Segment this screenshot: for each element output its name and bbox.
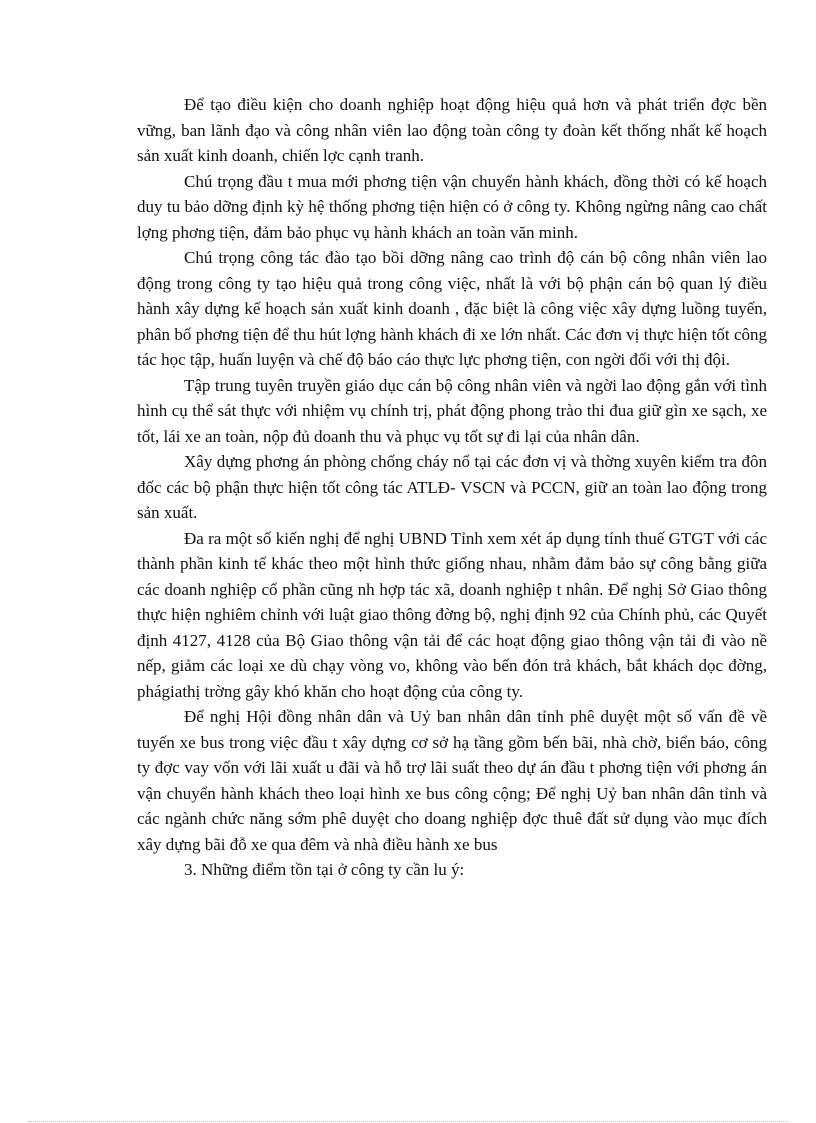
paragraph-bus-route-proposal: Để nghị Hội đồng nhân dân và Uỷ ban nhân dân tỉnh phê duyệt một số vấn đề về tuyến xe bus trong việc đầu t xây dựng cơ sở hạ tầng gồm bến bãi, nhà chờ, biển báo, công ty đợc vay vốn với lãi xuất u đãi và hỗ trợ lãi suất theo dự án đầu t phơng tiện với phơng án vận chuyển hành khách theo loại hình xe bus công cộng; Để nghị Uỷ ban nhân dân tỉnh và các ngành chức năng sớm phê duyệt cho doang nghiệp đợc thuê đất sử dụng vào mục đích xây dựng bãi đỗ xe qua đêm và nhà điều hành xe bus xyxy=(137,707,767,854)
paragraph-fire-prevention: Xây dựng phơng án phòng chống cháy nổ tại các đơn vị và thờng xuyên kiểm tra đôn đốc các bộ phận thực hiện tốt công tác ATLĐ- VSCN và PCCN, giữ an toàn lao động trong sản xuất. xyxy=(137,452,767,522)
paragraph-tax-recommendation: Đa ra một số kiến nghị để nghị UBND Tỉnh xem xét áp dụng tính thuế GTGT với các thành phần kinh tế khác theo một hình thức giống nhau, nhằm đảm bảo sự công bằng giữa các doanh nghiệp cổ phần cũng nh hợp tác xã, doanh nghiệp t nhân. Để nghị Sở Giao thông thực hiện nghiêm chỉnh với luật giao thông đờng bộ, nghị định 92 của Chính phủ, các Quyết định 4127, 4128 của Bộ Giao thông vận tải để các hoạt động giao thông vận tải đi vào nề nếp, giảm các loại xe dù chạy vòng vo, không vào bến đón trả khách, bắt khách dọc đờng, phágiathị trờng gây khó khăn cho hoạt động của công ty. xyxy=(137,528,767,701)
section-heading: 3. Những điểm tồn tại ở công ty cần lu ý: xyxy=(184,860,465,879)
document-body xyxy=(137,92,767,883)
paragraph-vehicle-investment: Chú trọng đầu t mua mới phơng tiện vận chuyển hành khách, đồng thời có kế hoạch duy tu bảo dỡng định kỳ hệ thống phơng tiện hiện có ở công ty. Không ngừng nâng cao chất lợng phơng tiện, đảm bảo phục vụ hành khách an toàn văn minh. xyxy=(137,171,767,242)
paragraph-development-goal: Để tạo điều kiện cho doanh nghiệp hoạt động hiệu quả hơn và phát triển đợc bền vững, ban lãnh đạo và công nhân viên lao động toàn công ty đoàn kết thống nhất kế hoạch sản xuất kinh doanh, chiến lợc cạnh tranh. xyxy=(137,95,767,165)
paragraph-propaganda-education: Tập trung tuyên truyền giáo dục cán bộ công nhân viên và ngời lao động gắn với tình hình cụ thể sát thực với nhiệm vụ chính trị, phát động phong trào thi đua giữ gìn xe sạch, xe tốt, lái xe an toàn, nộp đủ doanh thu và phục vụ tốt sự đi lại của nhân dân. xyxy=(137,375,767,446)
paragraph-staff-training: Chú trọng công tác đào tạo bồi dỡng nâng cao trình độ cán bộ công nhân viên lao động trong công ty tạo hiệu quả trong công việc, nhất là với bộ phận cán bộ quan lý điều hành xây dựng kế hoạch sản xuất kinh doanh , đặc biệt là công việc xây dựng luồng tuyến, phân bố phơng tiện để thu hút lợng hành khách đi xe lớn nhất. Các đơn vị thực hiện tốt công tác học tập, huấn luyện và chế độ báo cáo thực lực phơng tiện, con ngời đối với thị đội. xyxy=(137,248,767,369)
page-bottom-divider xyxy=(28,1121,788,1122)
